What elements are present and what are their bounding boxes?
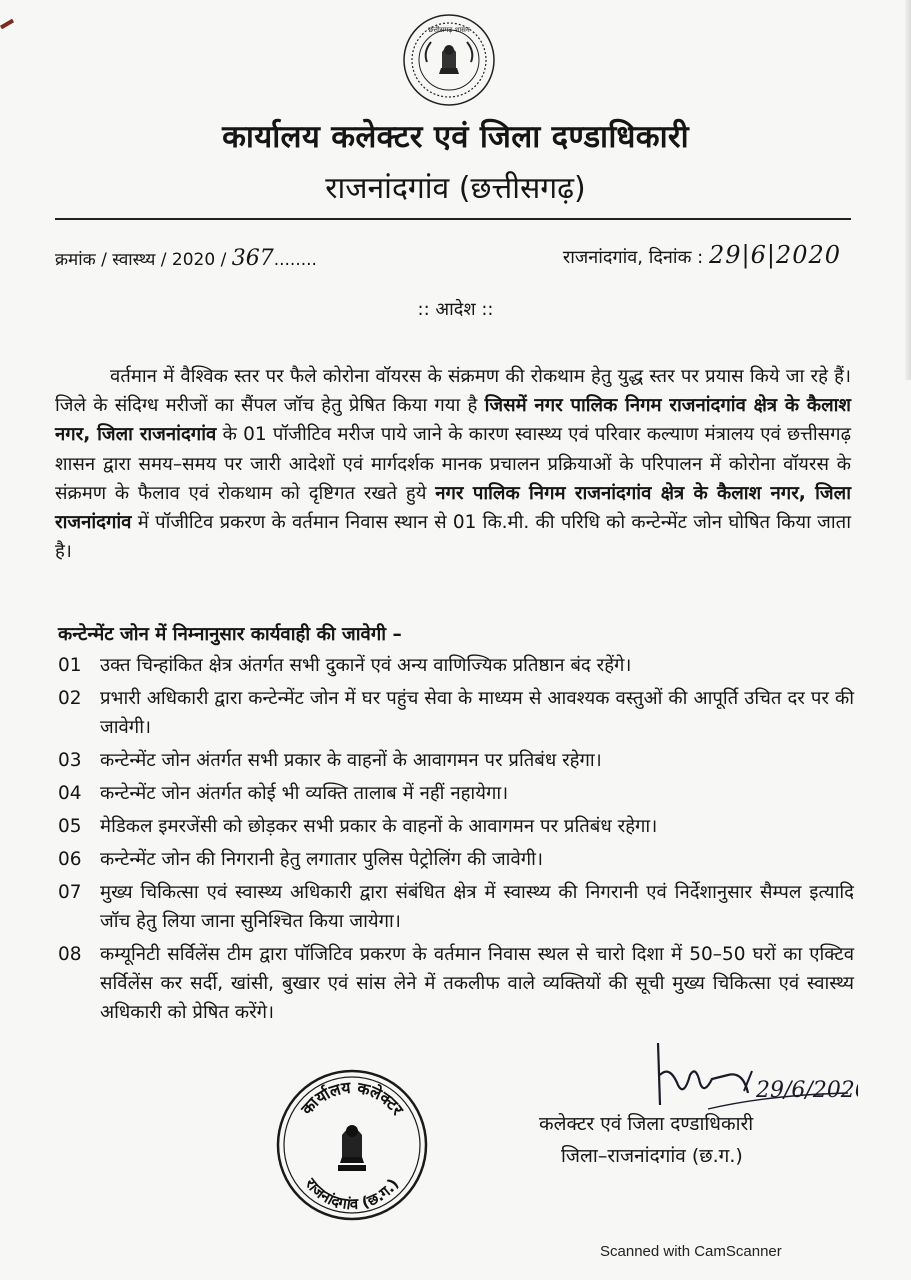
list-item — [58, 684, 854, 742]
intro-paragraph — [55, 362, 851, 566]
reference-prefix: क्रमांक / स्वास्थ्य / 2020 / — [55, 250, 232, 270]
item-number: 06 — [58, 849, 82, 870]
list-item — [58, 746, 854, 775]
state-emblem-icon — [401, 12, 497, 108]
intro-bold-location-2: नगर पालिक निगम राजनांदगांव क्षेत्र के कैलाश नगर, जिला राजनांदगांव — [55, 482, 851, 534]
office-seal-stamp — [272, 1065, 432, 1225]
intro-text-2: के 01 पॉजीटिव मरीज पाये जाने के कारण स्वास्थ्य एवं परिवार कल्याण मंत्रालय एवं छत्तीसगढ़ शासन द्वारा समय–समय पर जारी आदेशों एवं मार्गदर्शक मानक प्रचालन प्रक्रियाओं के परिपालन में कोरोना वॉयरस के संक्रमण के फैलाव एवं रोकथाम को दृष्टिगत रखते हुये — [55, 424, 851, 504]
item-text: कम्यूनिटी सर्विलेंस टीम द्वारा पॉजिटिव प्रकरण के वर्तमान निवास स्थल से चारो दिशा में 50–50 घरों का एक्टिव सर्विलेंस कर सर्दी, खांसी, बुखार एवं सांस लेने में तकलीफ वाले व्यक्तियों की सूची मुख्य चिकित्सा एवं स्वास्थ्य अधिकारी को प्रेषित करेंगे। — [100, 944, 854, 1023]
order-date — [563, 241, 841, 269]
signature-date: 29/6/2020 — [756, 1078, 858, 1103]
item-text: कन्टेन्मेंट जोन अंतर्गत सभी प्रकार के वाहनों के आवागमन पर प्रतिबंध रहेगा। — [100, 750, 602, 771]
list-item — [58, 845, 854, 874]
date-handwritten-value: 29|6|2020 — [708, 241, 841, 269]
item-text: कन्टेन्मेंट जोन अंतर्गत कोई भी व्यक्ति तालाब में नहीं नहायेगा। — [100, 783, 509, 804]
item-number: 04 — [58, 783, 82, 804]
item-number: 05 — [58, 816, 82, 837]
item-number: 08 — [58, 944, 82, 965]
item-number: 07 — [58, 882, 82, 903]
intro-bold-location-1: जिसमें नगर पालिक निगम राजनांदगांव क्षेत्र के कैलाश नगर, जिला राजनांदगांव — [55, 395, 851, 446]
scanner-watermark: Scanned with CamScanner — [600, 1243, 782, 1260]
reference-handwritten-number: 367 — [231, 246, 274, 271]
list-item — [58, 940, 854, 1027]
reference-dots: ........ — [273, 250, 317, 270]
list-item — [58, 878, 854, 936]
svg-text:राजनांदगांव (छ.ग.) — [301, 1174, 402, 1213]
item-number: 03 — [58, 750, 82, 771]
intro-text-3: में पॉजीटिव प्रकरण के वर्तमान निवास स्थान से 01 कि.मी. की परिधि को कन्टेन्मेंट जोन घोषित किया जाता है। — [55, 512, 851, 563]
list-item — [58, 651, 854, 680]
item-text: उक्त चिन्हांकित क्षेत्र अंतर्गत सभी दुकानें एवं अन्य वाणिज्यिक प्रतिष्ठान बंद रहेंगे। — [100, 655, 632, 676]
item-text: कन्टेन्मेंट जोन की निगरानी हेतु लगातार पुलिस पेट्रोलिंग की जावेगी। — [100, 849, 543, 870]
signatory-title: कलेक्टर एवं जिला दण्डाधिकारी — [539, 1113, 754, 1135]
reference-number — [55, 246, 317, 271]
stamp-bottom-text: राजनांदगांव (छ.ग.) — [301, 1174, 403, 1214]
national-emblem-icon — [338, 1125, 366, 1171]
item-number: 02 — [58, 688, 82, 709]
intro-text-1: वर्तमान में वैश्विक स्तर पर फैले कोरोना वॉयरस के संक्रमण की रोकथाम हेतु युद्ध स्तर पर प्रयास किये जा रहे हैं। जिले के संदिग्ध मरीजों का सैंपल जॉच हेतु प्रेषित किया गया है — [55, 366, 851, 417]
item-text: प्रभारी अधिकारी द्वारा कन्टेन्मेंट जोन में घर पहुंच सेवा के माध्यम से आवश्यक वस्तुओं की आपूर्ति उचित दर पर की जावेगी। — [100, 688, 854, 738]
header-divider — [55, 218, 851, 220]
list-item — [58, 779, 854, 808]
emblem-text: छत्तीसगढ़ शासन — [428, 26, 470, 34]
order-heading: :: आदेश :: — [417, 299, 494, 320]
office-city: राजनांदगांव (छत्तीसगढ़) — [325, 171, 586, 206]
item-number: 01 — [58, 655, 82, 676]
action-heading: कन्टेन्मेंट जोन में निम्नानुसार कार्यवाही की जावेगी – — [58, 624, 402, 645]
office-title: कार्यालय कलेक्टर एवं जिला दण्डाधिकारी — [222, 119, 689, 155]
svg-text:कार्यालय कलेक्टर — [297, 1078, 409, 1120]
list-item — [58, 812, 854, 841]
action-list — [58, 651, 854, 1031]
item-text: मुख्य चिकित्सा एवं स्वास्थ्य अधिकारी द्वारा संबंधित क्षेत्र में स्वास्थ्य की निगरानी एवं निर्देशानुसार सैम्पल इत्यादि जॉच हेतु लिया जाना सुनिश्चित किया जायेगा। — [100, 882, 854, 932]
stamp-top-text: कार्यालय कलेक्टर — [297, 1077, 408, 1119]
page-edge-mark — [0, 19, 14, 29]
item-text: मेडिकल इमरजेंसी को छोड़कर सभी प्रकार के वाहनों के आवागमन पर प्रतिबंध रहेगा। — [100, 816, 658, 837]
date-label: राजनांदगांव, दिनांक : — [562, 247, 704, 268]
signatory-district: जिला–राजनांदगांव (छ.ग.) — [561, 1145, 743, 1167]
